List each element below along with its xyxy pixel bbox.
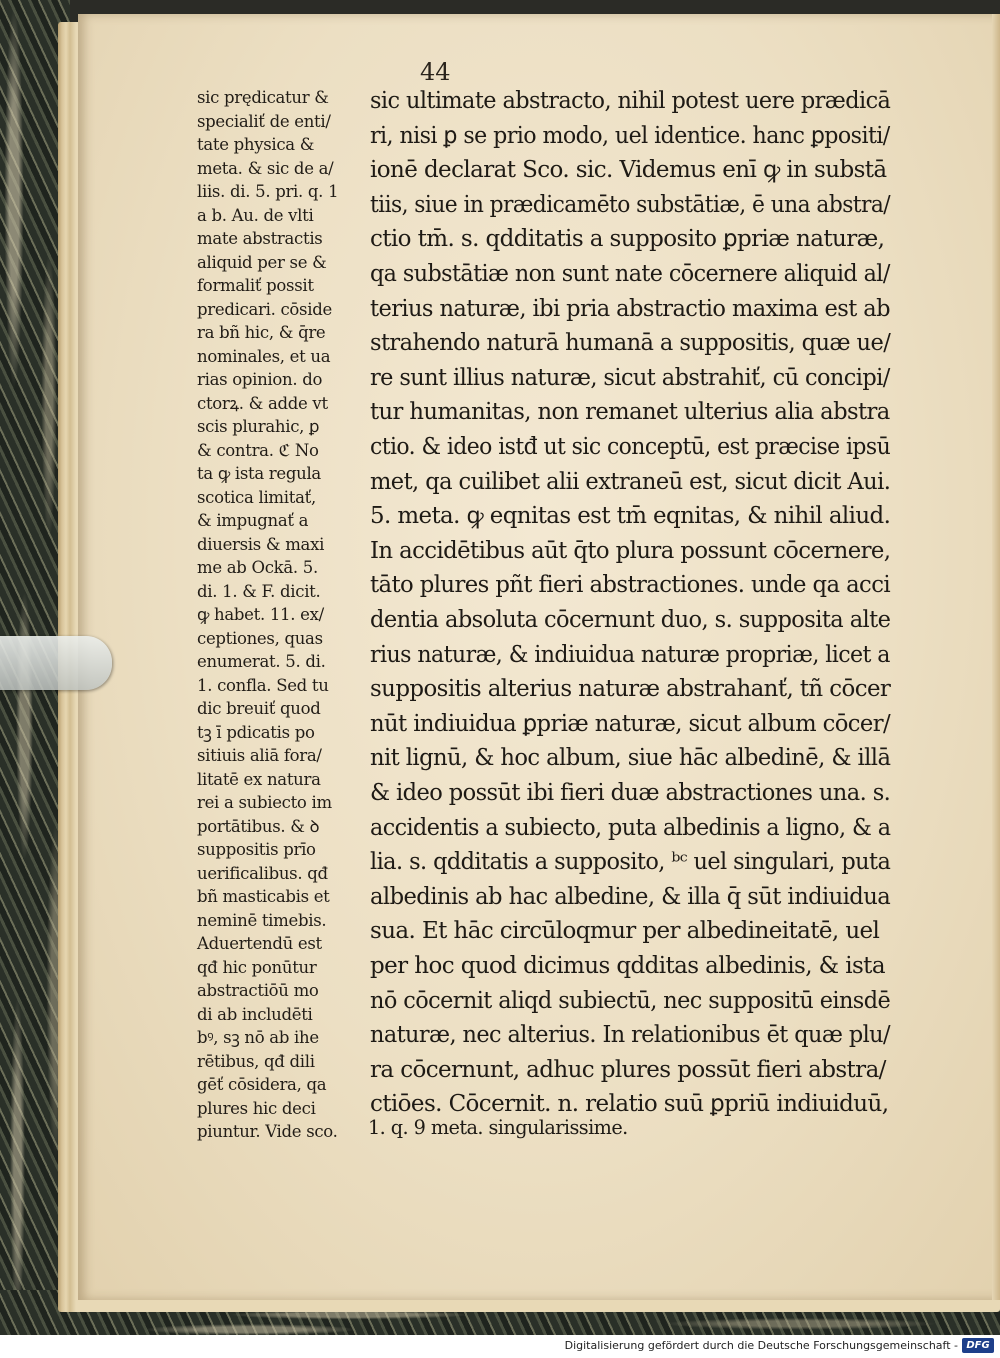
marginal-line: sic prędicatur & bbox=[197, 88, 329, 107]
main-text-line: nūt indiuidua ꝑpriæ naturæ, sicut album cōcer/ bbox=[370, 710, 891, 737]
marginal-line: 1. confla. Sed tu bbox=[197, 675, 329, 695]
marginal-line: mate abstractis bbox=[197, 229, 323, 248]
marginal-line: sitiuis aliā fora/ bbox=[197, 746, 322, 765]
main-text-line: accidentis a subiecto, puta albedinis a ligno, & a bbox=[370, 814, 891, 841]
main-text-line: dentia absoluta cōcernunt duo, s. supposita alte bbox=[370, 607, 891, 633]
marginal-line: liis. di. 5. pri. q. 1 bbox=[197, 182, 339, 201]
marginal-line: ra bñ hic, & q̄re bbox=[197, 323, 326, 342]
main-text-line: In accidētibus aūt q̄to plura possunt cōcernere, bbox=[370, 537, 891, 564]
main-text-line: naturæ, nec alterius. In relationibus ēt quæ plu/ bbox=[370, 1022, 890, 1049]
bottom-line: 1. q. 9 meta. singularissime. bbox=[368, 1115, 628, 1139]
marginal-line: diuersis & maxi bbox=[197, 534, 325, 554]
main-text-line: ionē declarat Sco. sic. Videmus enī ꝙ in substā bbox=[370, 157, 887, 184]
marginal-line: suppositis prīo bbox=[197, 840, 316, 859]
marginal-line: plures hic deci bbox=[197, 1098, 316, 1118]
marginal-line: ctorꝝ. & adde vt bbox=[197, 393, 328, 413]
main-text-line: tāto plures pñt fieri abstractiones. unde qa acci bbox=[370, 572, 891, 599]
marginal-line: litatē ex natura bbox=[197, 769, 321, 789]
main-text-line: 5. meta. ꝙ eqnitas est tm̄ eqnitas, & nihil aliud. bbox=[370, 503, 891, 530]
main-text-line: ctio. & ideo istđ ut sic conceptū, est præcise ipsū bbox=[370, 434, 891, 460]
main-text-line: tur humanitas, non remanet ulterius alia abstra bbox=[370, 399, 890, 426]
marginal-line: specialiť de enti/ bbox=[197, 111, 331, 131]
marginal-line: abstractiōū mo bbox=[197, 981, 319, 1000]
marginal-line: di. 1. & F. dicit. bbox=[197, 581, 321, 601]
footer-credit: Digitalisierung gefördert durch die Deutsche Forschungsgemeinschaft - bbox=[564, 1339, 958, 1352]
main-text-line: met, qa cuilibet alii extraneū est, sicut dicit Aui. bbox=[370, 468, 891, 495]
marginal-line: aliquid per se & bbox=[197, 252, 327, 272]
marginal-line: tate physica & bbox=[197, 135, 315, 154]
main-text-line: sic ultimate abstracto, nihil potest uere prædicā bbox=[370, 88, 891, 114]
marginal-line: ceptiones, quas bbox=[197, 628, 323, 648]
marginal-line: tꝫ ī pdicatis po bbox=[197, 722, 315, 742]
page-number: 44 bbox=[420, 58, 451, 86]
marginal-line: nominales, et ua bbox=[197, 346, 331, 366]
main-text-line: re sunt illius naturæ, sicut abstrahiť, cū concipi/ bbox=[370, 364, 890, 391]
marginal-line: gēť cōsidera, qa bbox=[197, 1075, 327, 1094]
marginal-line: bꝰ, sꝫ nō ab ihe bbox=[197, 1028, 319, 1047]
main-text-line: ra cōcernunt, adhuc plures possūt fieri abstra/ bbox=[370, 1056, 886, 1083]
main-text-line: & ideo possūt ibi fieri duæ abstractiones una. s. bbox=[370, 780, 891, 806]
page-edge bbox=[992, 14, 1000, 1300]
marginal-line: enumerat. 5. di. bbox=[197, 652, 326, 671]
plastic-page-tab bbox=[0, 636, 112, 690]
marginal-line: ꝙ habet. 11. ex/ bbox=[197, 605, 324, 624]
marginal-line: rei a subiecto im bbox=[197, 793, 332, 812]
marginal-line: formaliť possit bbox=[197, 276, 314, 295]
marginal-line: piuntur. Vide sco. bbox=[197, 1122, 338, 1141]
marginal-line: & contra. ℭ No bbox=[197, 440, 319, 460]
marginal-line: scis plurahic, ꝑ bbox=[197, 417, 320, 436]
main-text-line: qa substātiæ non sunt nate cōcernere aliquid al/ bbox=[370, 261, 890, 287]
main-text-line: terius naturæ, ibi pria abstractio maxima est ab bbox=[370, 295, 890, 322]
marginal-line: neminē timebis. bbox=[197, 910, 327, 930]
marginal-line: meta. & sic de a/ bbox=[197, 158, 334, 178]
main-text-line: nō cōcernit aliqd subiectū, nec suppositū einsdē bbox=[370, 987, 891, 1014]
marginal-line: qđ hic ponūtur bbox=[197, 957, 317, 977]
main-text-line: lia. s. qdditatis a supposito, ᵇᶜ uel singulari, puta bbox=[370, 849, 891, 876]
marginal-line: di ab includēti bbox=[197, 1004, 313, 1024]
main-text-line: ri, nisi ꝑ se prio modo, uel identice. hanc ꝑpositi/ bbox=[370, 122, 890, 149]
marginal-line: rias opinion. do bbox=[197, 370, 323, 389]
marginal-line: rētibus, qđ dili bbox=[197, 1051, 315, 1071]
main-text-line: suppositis alterius naturæ abstrahanť, tñ cōcer bbox=[370, 676, 891, 703]
marginal-line: ta ꝙ ista regula bbox=[197, 464, 321, 483]
main-text-line: per hoc quod dicimus qdditas albedinis, & ista bbox=[370, 953, 885, 979]
marginal-line: Aduertendū est bbox=[197, 934, 322, 953]
main-text-line: ctio tm̄. s. qdditatis a supposito ꝑpriæ naturæ, bbox=[370, 226, 885, 253]
marginal-line: portātibus. & ꝺ bbox=[197, 816, 320, 836]
marginal-line: a b. Au. de vlti bbox=[197, 205, 314, 225]
main-text-line: tiis, siue in prædicamēto substātiæ, ē una abstra/ bbox=[370, 191, 891, 218]
main-text-line: sua. Et hāc circūloqmur per albedineitatē, uel bbox=[370, 918, 880, 945]
marginal-line: uerificalibus. qđ bbox=[197, 863, 328, 883]
dfg-logo-icon: DFG bbox=[962, 1338, 994, 1353]
main-text-line: ctiōes. Cōcernit. n. relatio suū ꝑpriū indiuiduū, bbox=[370, 1091, 889, 1118]
marginal-line: predicari. cōside bbox=[197, 299, 332, 319]
main-text-line: rius naturæ, & indiuidua naturæ propriæ, licet a bbox=[370, 641, 890, 668]
marginal-line: me ab Ockā. 5. bbox=[197, 558, 318, 577]
marginal-line: bñ masticabis et bbox=[197, 887, 330, 906]
main-text-line: nit lignū, & hoc album, siue hāc albedinē, & illā bbox=[370, 745, 891, 772]
marginal-line: dic breuiť quod bbox=[197, 699, 321, 718]
main-text-line: strahendo naturā humanā a suppositis, quæ ue/ bbox=[370, 330, 891, 357]
main-text-line: albedinis ab hac albedine, & illa q̄ sūt indiuidua bbox=[370, 883, 891, 910]
marginal-line: & impugnať a bbox=[197, 511, 309, 530]
marginal-line: scotica limitať, bbox=[197, 487, 316, 507]
